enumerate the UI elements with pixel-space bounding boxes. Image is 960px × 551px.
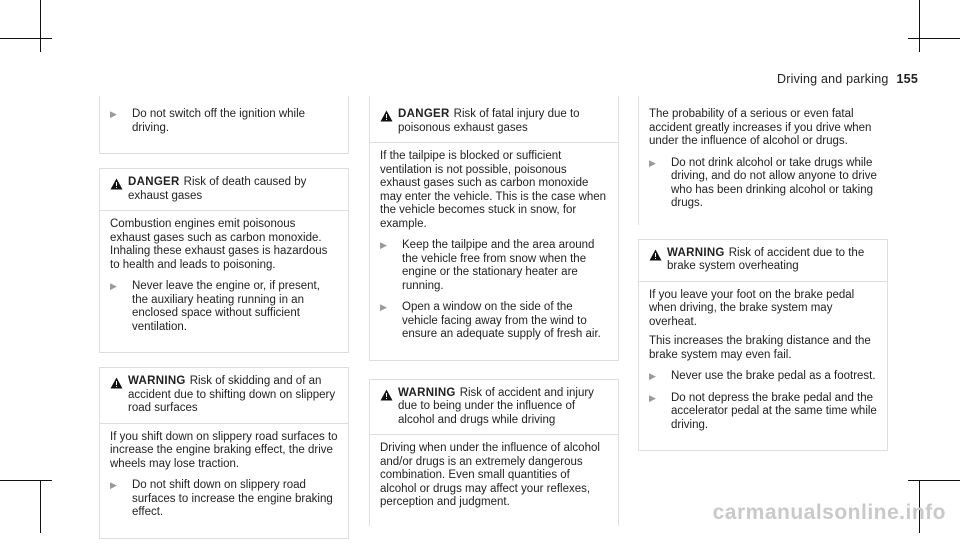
danger-box-exhaust	[99, 168, 349, 353]
crop-mark	[40, 481, 41, 533]
warning-title: Risk of accident and injury due to being under the influence of alcohol and drugs while driving	[398, 386, 594, 426]
list-item: ▶ Never use the brake pedal as a footrest.	[649, 370, 876, 382]
danger-box-tailpipe	[369, 96, 619, 361]
crop-mark	[0, 480, 52, 481]
watermark: carmanualsonline.info	[712, 501, 946, 524]
crop-mark	[908, 480, 960, 481]
column-3	[638, 96, 888, 463]
bullet-triangle-icon: ▶	[649, 157, 656, 168]
warning-triangle-icon	[110, 177, 128, 195]
list-item: ▶ Do not depress the brake pedal and the accelerator pedal at the same time while driving.	[649, 391, 877, 431]
list-item: ▶ Do not drink alcohol or take drugs while driving, and do not allow anyone to drive who has been drinking alcohol or taking drugs.	[649, 156, 877, 209]
warning-triangle-icon	[380, 388, 398, 406]
list-item: ▶ Open a window on the side of the vehicle facing away from the wind to ensure an adequate supply of fresh air.	[380, 301, 601, 340]
list-item: ▶ Do not switch off the ignition while driving.	[110, 108, 306, 134]
danger-title: Risk of death caused by exhaust gases	[128, 176, 307, 202]
alcohol-continued	[638, 96, 888, 225]
danger-label: DANGER	[128, 176, 180, 188]
page-number: 155	[896, 72, 918, 86]
danger-body: Combustion engines emit poisonous exhaust gases such as carbon monoxide. Inhaling these exhaust gases is hazardous to health and leads to poisoning.	[110, 218, 328, 271]
crop-mark	[40, 0, 41, 52]
warning-title: Risk of skidding and of an accident due to shifting down on slippery road surfaces	[128, 375, 336, 414]
warning-triangle-icon	[649, 248, 667, 266]
warning-triangle-icon	[110, 376, 128, 394]
list-item: ▶ Keep the tailpipe and the area around the vehicle free from snow when the engine or the stationary heater are running.	[380, 239, 595, 292]
section-title: Driving and parking	[777, 72, 889, 86]
crop-mark	[0, 38, 52, 39]
crop-mark	[919, 0, 920, 52]
column-1	[99, 96, 349, 551]
bullet-triangle-icon: ▶	[110, 480, 117, 490]
column-2	[369, 96, 619, 538]
danger-label: DANGER	[398, 108, 450, 120]
warning-body: If you shift down on slippery road surfaces to increase the engine braking effect, the drive wheels may lose traction.	[110, 430, 338, 470]
warning-body: If you leave your foot on the brake pedal when driving, the brake system may overheat.	[649, 288, 855, 328]
warning-title: Risk of accident due to the brake system overheating	[667, 246, 865, 272]
warning-triangle-icon	[380, 109, 398, 127]
warning-box-brake	[638, 239, 888, 452]
warning-box-skidding	[99, 367, 349, 539]
warning-box-alcohol	[369, 379, 619, 526]
warning-body: Driving when under the influence of alcohol and/or drugs is an extremely dangerous combination. Even small quantities of alcohol or drugs may affect your reflexes, perception and judgment.	[380, 442, 600, 508]
bullet-triangle-icon: ▶	[380, 302, 387, 312]
list-item: ▶ Never leave the engine or, if present, the auxiliary heating running in an enclosed space without sufficient ventilation.	[110, 280, 320, 333]
bullet-triangle-icon: ▶	[110, 109, 117, 119]
bullet-triangle-icon: ▶	[380, 240, 387, 250]
intro-block	[99, 96, 349, 154]
bullet-triangle-icon: ▶	[649, 392, 656, 403]
danger-body: If the tailpipe is blocked or sufficient ventilation is not possible, poisonous exhaust gases such as carbon monoxide may enter the vehicle. This is the case when the vehicle becomes stuck in snow, for example.	[380, 150, 607, 230]
list-item: ▶ Do not shift down on slippery road surfaces to increase the engine braking effect.	[110, 479, 333, 518]
bullet-triangle-icon: ▶	[649, 371, 656, 381]
page-header	[777, 72, 918, 86]
warning-body: This increases the braking distance and the brake system may even fail.	[649, 335, 871, 361]
warning-label: WARNING	[667, 246, 725, 259]
continued-body: The probability of a serious or even fatal accident greatly increases if you drive when under the influence of alcohol or drugs.	[649, 108, 872, 147]
crop-mark	[908, 38, 960, 39]
warning-label: WARNING	[128, 375, 186, 387]
bullet-triangle-icon: ▶	[110, 281, 117, 291]
danger-title: Risk of fatal injury due to poisonous exhaust gases	[398, 108, 580, 134]
warning-label: WARNING	[398, 386, 456, 399]
